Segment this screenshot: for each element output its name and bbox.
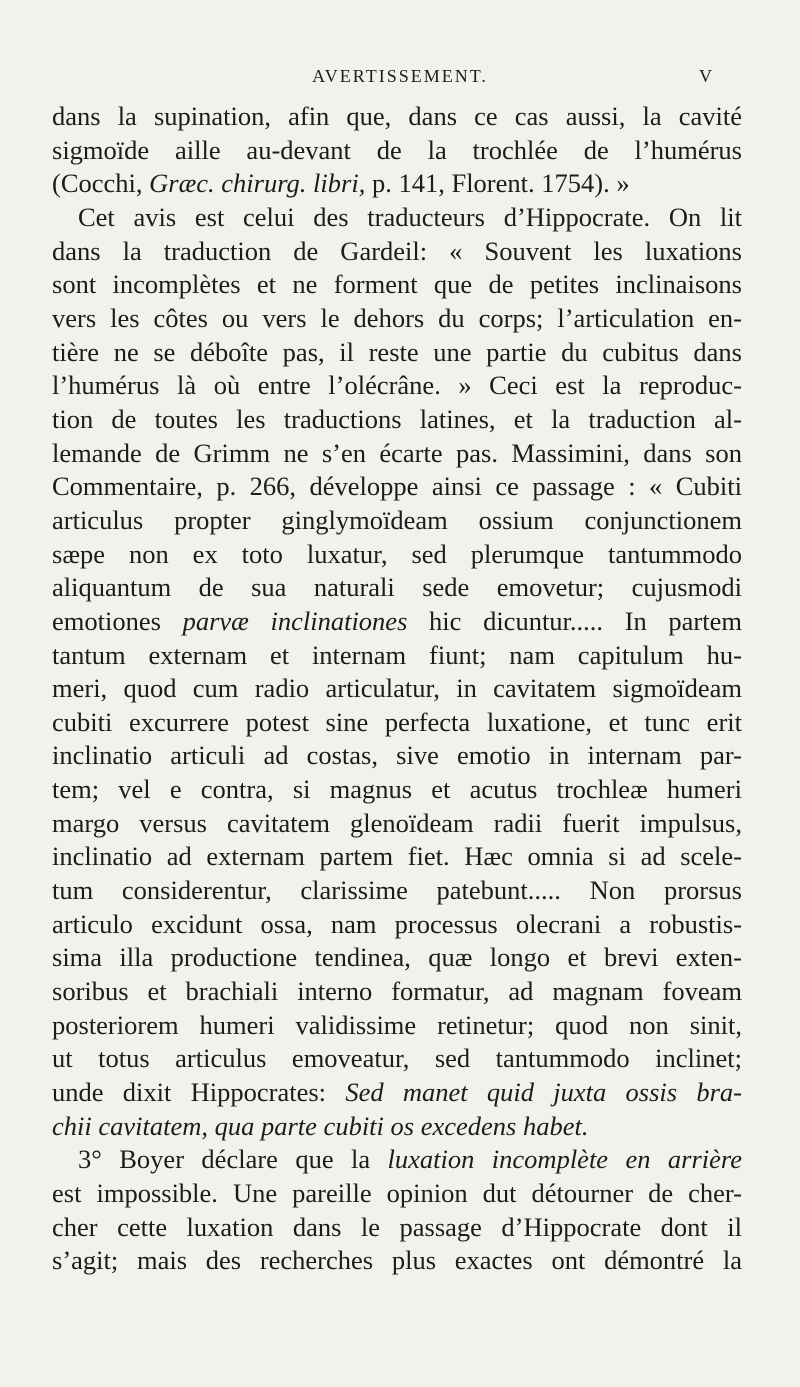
text-line: vers les côtes ou vers le dehors du corps; l’articulation en- (52, 302, 742, 333)
text-line: tantum externam et internam fiunt; nam capitulum hu- (52, 639, 742, 670)
text-line: tière ne se déboîte pas, il reste une partie du cubitus dans (52, 336, 742, 367)
text-line: ut totus articulus emoveatur, sed tantummodo inclinet; (52, 1043, 742, 1074)
running-title: AVERTISSEMENT. (312, 66, 488, 86)
text-line: articulus propter ginglymoïdeam ossium conjunctionem (52, 504, 742, 535)
text-line: cher cette luxation dans le passage d’Hippocrate dont il (52, 1211, 742, 1242)
text-line: Cet avis est celui des traducteurs d’Hippocrate. On lit (78, 201, 742, 232)
text-line: unde dixit Hippocrates: Sed manet quid juxta ossis bra- (52, 1077, 743, 1108)
text-line: margo versus cavitatem glenoïdeam radii fuerit impulsus, (52, 807, 742, 838)
latin-italic: parvæ inclinationes (182, 605, 408, 636)
text-line: sigmoïde aille au-devant de la trochlée de l’humérus (52, 134, 742, 165)
text-line: inclinatio articuli ad costas, sive emotio in internam par- (52, 740, 742, 771)
text-line: dans la supination, afin que, dans ce cas aussi, la cavité (52, 101, 742, 131)
running-header (0, 66, 800, 90)
text-line: posteriorem humeri validissime retinetur; quod non sinit, (52, 1009, 742, 1040)
citation-italic: Græc. chirurg. libri, (149, 168, 366, 199)
text-line: sima illa productione tendinea, quæ longo et brevi exten- (52, 942, 742, 973)
body-text (52, 100, 742, 1278)
text-line: (Cocchi, Græc. chirurg. libri, p. 141, Florent. 1754). » (52, 168, 630, 199)
text-line: est impossible. Une pareille opinion dut détourner de cher- (52, 1178, 742, 1208)
text-line: tem; vel e contra, si magnus et acutus trochleæ humeri (52, 774, 742, 805)
text-line: soribus et brachiali interno formatur, ad magnam foveam (52, 976, 742, 1007)
text-line: 3° Boyer déclare que la luxation incomplète en arrière (78, 1144, 742, 1175)
text-line (52, 1110, 742, 1144)
quotation-italic: Sed manet quid juxta ossis bra- (345, 1077, 743, 1108)
text-line: inclinatio ad externam partem fiet. Hæc omnia si ad scele- (52, 841, 742, 872)
text-line: l’humérus là où entre l’olécrâne. » Ceci est la reproduc- (52, 370, 742, 401)
text-line: cubiti excurrere potest sine perfecta luxatione, et tunc erit (52, 706, 742, 737)
text-line: meri, quod cum radio articulatur, in cavitatem sigmoïdeam (52, 673, 742, 704)
text-line: tum considerentur, clarissime patebunt..... Non prorsus (52, 875, 742, 906)
text-line: tion de toutes les traductions latines, et la traduction al- (52, 403, 742, 434)
text-line: aliquantum de sua naturali sede emovetur; cujusmodi (52, 572, 742, 603)
text-line: lemande de Grimm ne s’en écarte pas. Massimini, dans son (52, 437, 742, 468)
quotation-italic: chii cavitatem, qua parte cubiti os excedens habet. (52, 1110, 589, 1141)
text-line: sont incomplètes et ne forment que de petites inclinaisons (52, 269, 742, 300)
text-line: dans la traduction de Gardeil: « Souvent les luxations (52, 235, 742, 266)
page-number: V (699, 66, 712, 86)
term-italic: luxation incomplète en arrière (387, 1144, 742, 1175)
text-line: s’agit; mais des recherches plus exactes ont démontré la (52, 1245, 742, 1276)
text-line: sæpe non ex toto luxatur, sed plerumque tantummodo (52, 538, 742, 569)
text-line: Commentaire, p. 266, développe ainsi ce passage : « Cubiti (52, 471, 742, 502)
text-line: articulo excidunt ossa, nam processus olecrani a robustis- (52, 908, 742, 939)
text-line: emotiones parvæ inclinationes hic dicuntur..... In partem (52, 605, 742, 636)
